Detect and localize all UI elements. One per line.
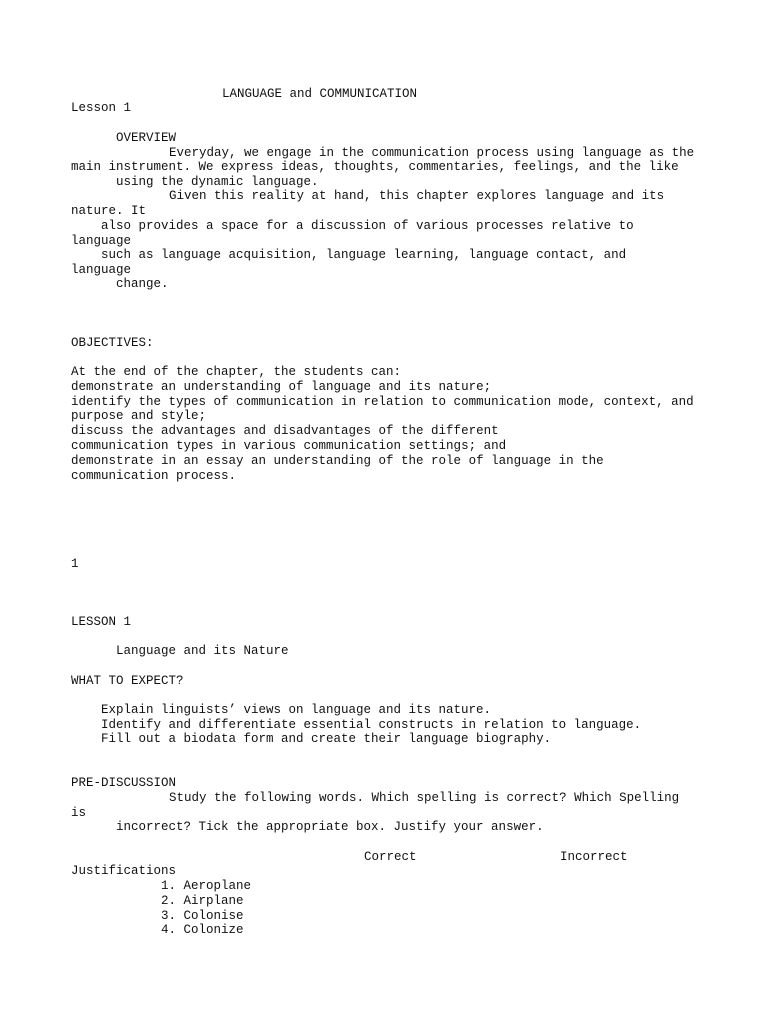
objectives-line: demonstrate in an essay an understanding of the role of language in the xyxy=(71,454,604,468)
overview-line: main instrument. We express ideas, thoughts, commentaries, feelings, and the like xyxy=(71,160,679,174)
word-item: 1. Aeroplane xyxy=(161,879,252,893)
objectives-line: discuss the advantages and disadvantages of the different xyxy=(71,424,499,438)
objectives-line: identify the types of communication in relation to communication mode, context, and xyxy=(71,395,694,409)
word-item: 3. Colonise xyxy=(161,909,244,923)
overview-line: nature. It xyxy=(71,204,147,218)
overview-line: such as language acquisition, language learning, language contact, and xyxy=(101,248,627,262)
column-correct: Correct xyxy=(364,850,417,864)
overview-line: Given this reality at hand, this chapter explores language and its xyxy=(169,189,665,203)
expect-item: Identify and differentiate essential constructs in relation to language. xyxy=(101,718,642,732)
lesson-label: Lesson 1 xyxy=(71,101,132,115)
lesson-heading: LESSON 1 xyxy=(71,615,132,629)
overview-line: using the dynamic language. xyxy=(116,175,319,189)
overview-line: also provides a space for a discussion of various processes relative to xyxy=(101,219,634,233)
column-incorrect: Incorrect xyxy=(560,850,628,864)
expect-heading: WHAT TO EXPECT? xyxy=(71,674,184,688)
page-number: 1 xyxy=(71,557,79,571)
prediscussion-heading: PRE-DISCUSSION xyxy=(71,776,177,790)
objectives-heading: OBJECTIVES: xyxy=(71,336,154,350)
objectives-line: demonstrate an understanding of language and its nature; xyxy=(71,380,492,394)
prediscussion-line: is xyxy=(71,806,87,820)
objectives-line: communication types in various communication settings; and xyxy=(71,439,507,453)
overview-heading: OVERVIEW xyxy=(116,131,177,145)
document-title: LANGUAGE and COMMUNICATION xyxy=(222,87,418,101)
overview-line: change. xyxy=(116,277,169,291)
objectives-line: At the end of the chapter, the students can: xyxy=(71,365,402,379)
prediscussion-line: Study the following words. Which spelling is correct? Which Spelling xyxy=(169,791,680,805)
overview-line: language xyxy=(71,263,132,277)
objectives-line: purpose and style; xyxy=(71,409,207,423)
expect-item: Fill out a biodata form and create their language biography. xyxy=(101,732,552,746)
overview-line: Everyday, we engage in the communication process using language as the xyxy=(169,146,695,160)
word-item: 2. Airplane xyxy=(161,894,244,908)
lesson-subtitle: Language and its Nature xyxy=(116,644,289,658)
prediscussion-line: incorrect? Tick the appropriate box. Justify your answer. xyxy=(116,820,544,834)
expect-item: Explain linguists’ views on language and its nature. xyxy=(101,703,492,717)
word-item: 4. Colonize xyxy=(161,923,244,937)
overview-line: language xyxy=(71,234,132,248)
objectives-line: communication process. xyxy=(71,469,237,483)
column-justifications: Justifications xyxy=(71,864,177,878)
